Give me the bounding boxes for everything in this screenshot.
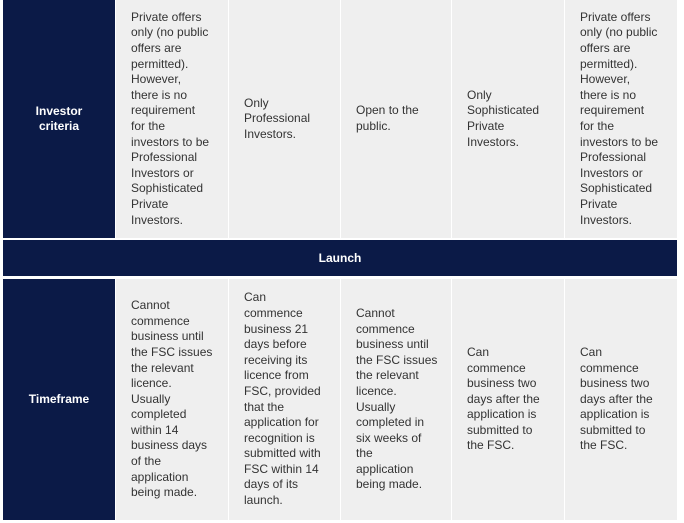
- table-cell: [452, 0, 564, 240]
- cell-text: Can commence business two days after the application is submitted to the FSC.: [580, 344, 653, 453]
- table-cell: [452, 279, 564, 523]
- cell-text: Only Sophisticated Private Investors.: [467, 87, 540, 149]
- row-label-investor-criteria: [3, 0, 115, 240]
- cell-text: Private offers only (no public offers are permitted). However, there is no requirement for the investors to be Professional Investors or Sophisticated Private Investors.: [580, 9, 659, 227]
- table-cell: [229, 0, 340, 240]
- cell-text: Can commence business two days after the application is submitted to the FSC.: [467, 344, 540, 453]
- section-band-launch: [3, 240, 677, 279]
- cell-text: Cannot commence business until the FSC issues the relevant licence. Usually completed in six weeks of the application being made.: [356, 305, 438, 492]
- table-cell: [229, 279, 340, 523]
- cell-text: Cannot commence business until the FSC issues the relevant licence. Usually completed within 14 business days of the application being made.: [131, 298, 213, 500]
- band-label: Launch: [318, 251, 362, 265]
- cell-text: Only Professional Investors.: [244, 95, 311, 141]
- row-label-text: Investor criteria: [35, 104, 83, 133]
- cell-text: Can commence business 21 days before receiving its licence from FSC, provided that the application for recognition is submitted with FSC within 14 days of its launch.: [244, 290, 321, 508]
- table-cell: [341, 279, 451, 523]
- cell-text: Open to the public.: [356, 103, 419, 133]
- row-label-timeframe: [3, 279, 115, 523]
- cell-text: Private offers only (no public offers are permitted). However, there is no requirement for the investors to be Professional Investors or Sophisticated Private Investors.: [131, 9, 210, 227]
- table-cell: [341, 0, 451, 240]
- table-cell: [116, 279, 228, 523]
- table-cell: [116, 0, 228, 240]
- table-cell: [565, 279, 677, 523]
- row-label-text: Timeframe: [28, 392, 90, 406]
- table-cell: [565, 0, 677, 240]
- comparison-table: [3, 0, 675, 523]
